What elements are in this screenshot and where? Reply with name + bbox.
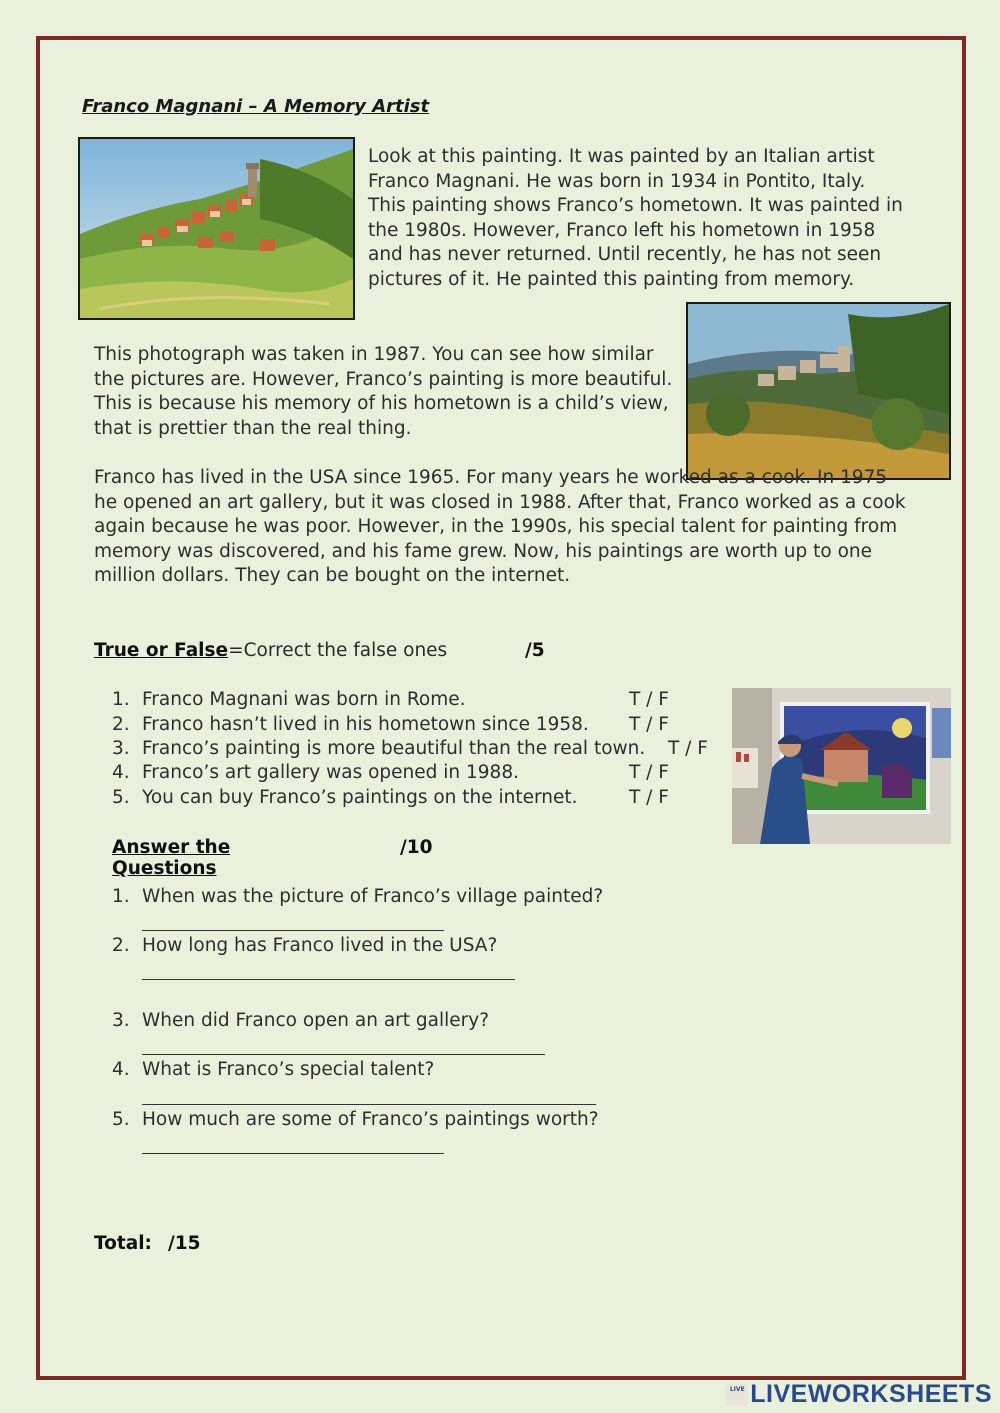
question-text: When was the picture of Franco’s village painted? — [142, 886, 604, 907]
liveworksheets-logo — [726, 1380, 992, 1409]
question-number: 5. — [112, 1109, 130, 1130]
true-false-heading: True or False — [94, 640, 229, 661]
answer-line-3[interactable] — [142, 1054, 545, 1055]
question-number: 4. — [112, 1059, 130, 1080]
photograph-image — [686, 302, 951, 480]
worksheet-title: Franco Magnani – A Memory Artist — [82, 96, 430, 117]
painting-image — [78, 137, 355, 320]
tf-item-options[interactable]: T / F — [629, 762, 669, 783]
true-false-instruction: =Correct the false ones — [228, 640, 448, 661]
question-number: 2. — [112, 935, 130, 956]
logo-text: LIVEWORKSHEETS — [750, 1380, 992, 1408]
tf-item-number: 3. — [112, 738, 130, 759]
true-false-header — [94, 640, 447, 661]
question-number: 3. — [112, 1010, 130, 1031]
total-score: /15 — [168, 1233, 201, 1254]
questions-score: /10 — [400, 837, 433, 858]
questions-heading: Answer the Questions — [112, 837, 231, 879]
answer-line-5[interactable] — [142, 1153, 444, 1154]
question-text: How much are some of Franco’s paintings worth? — [142, 1109, 599, 1130]
question-text: How long has Franco lived in the USA? — [142, 935, 498, 956]
tf-item-text: Franco hasn’t lived in his hometown since 1958. — [142, 714, 589, 735]
logo-badge-icon: LIVE — [726, 1384, 748, 1406]
artist-painting-photo — [732, 688, 951, 844]
biography-text: Franco has lived in the USA since 1965. For many years he worked as a cook. In 1975 he opened an art gallery, but it was closed in 1988. After that, Franco worked as a cook again because he was poor. However, in the 1990s, his special talent for painting from memory was discovered, and his fame grew. Now, his paintings are worth up to one million dollars. They can be bought on the internet. — [94, 467, 906, 587]
tf-item-options[interactable]: T / F — [629, 787, 669, 808]
question-text: When did Franco open an art gallery? — [142, 1010, 490, 1031]
tf-item-text: Franco’s painting is more beautiful than the real town. — [142, 738, 646, 759]
tf-item-number: 1. — [112, 689, 130, 710]
answer-line-4[interactable] — [142, 1104, 596, 1105]
intro-paragraph: Look at this painting. It was painted by an Italian artist Franco Magnani. He was born in 1934 in Pontito, Italy. This painting shows Franco’s hometown. It was painted in the 1980s. However, Franco left his hometown in 1958 and has never returned. Until recently, he has not seen pictures of it. He painted this painting from memory. — [368, 146, 903, 290]
tf-item-text: Franco’s art gallery was opened in 1988. — [142, 762, 519, 783]
question-number: 1. — [112, 886, 130, 907]
tf-item-options[interactable]: T / F — [668, 738, 708, 759]
tf-item-number: 4. — [112, 762, 130, 783]
question-text: What is Franco’s special talent? — [142, 1059, 435, 1080]
true-false-score: /5 — [525, 640, 545, 661]
tf-item-options[interactable]: T / F — [629, 689, 669, 710]
tf-item-text: Franco Magnani was born in Rome. — [142, 689, 466, 710]
tf-item-number: 2. — [112, 714, 130, 735]
tf-item-text: You can buy Franco’s paintings on the internet. — [142, 787, 578, 808]
answer-line-1[interactable] — [142, 930, 444, 931]
photo-paragraph: This photograph was taken in 1987. You can see how similar the pictures are. However, Franco’s painting is more beautiful. This is because his memory of his hometown is a child’s view, that is prettier than the real thing. — [94, 344, 673, 439]
total-label: Total: — [94, 1233, 152, 1254]
tf-item-options[interactable]: T / F — [629, 714, 669, 735]
answer-line-2[interactable] — [142, 979, 515, 980]
tf-item-number: 5. — [112, 787, 130, 808]
biography-paragraph — [94, 466, 909, 589]
